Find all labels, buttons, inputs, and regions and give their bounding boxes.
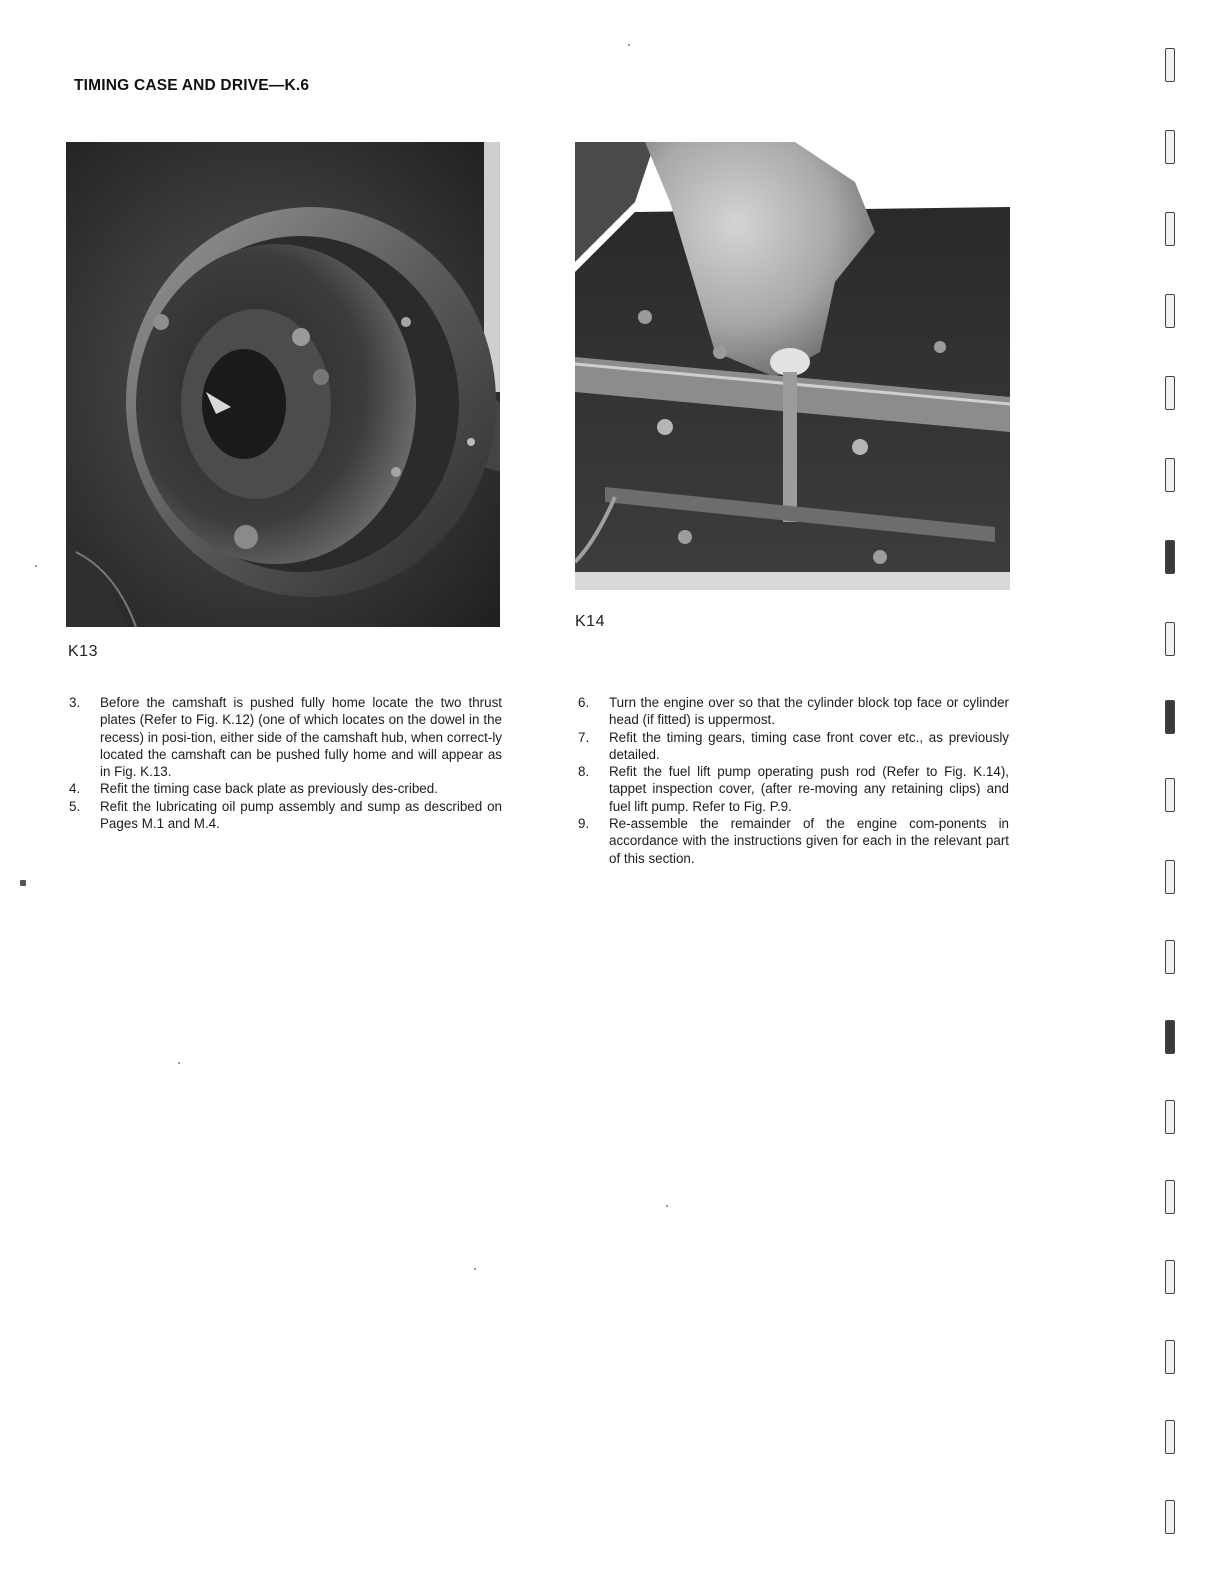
- binder-hole: [1165, 860, 1175, 894]
- scan-speck: [628, 44, 630, 46]
- camshaft-hub-image: [66, 142, 500, 627]
- step-text: Before the camshaft is pushed fully home locate the two thrust plates (Refer to Fig. K.12) (one of which locates on the dowel in the recess) in posi-tion, either side of the camshaft hub, when correct-ly located the camshaft can be pushed fully home and will appear as in Fig. K.13.: [100, 695, 502, 780]
- binder-hole: [1165, 1420, 1175, 1454]
- binder-hole: [1165, 1500, 1175, 1534]
- step-number: 3.: [69, 695, 81, 710]
- binder-hole: [1165, 130, 1175, 164]
- step-item: [66, 798, 502, 833]
- scan-speck: [666, 1205, 668, 1207]
- step-number: 7.: [578, 729, 590, 745]
- scan-speck: [474, 1268, 476, 1270]
- step-number: 8.: [578, 764, 590, 780]
- binder-hole: [1165, 376, 1175, 410]
- step-text: Refit the lubricating oil pump assembly and sump as described on Pages M.1 and M.4.: [100, 798, 502, 832]
- binder-hole: [1165, 48, 1175, 82]
- figure-k13-caption: K13: [68, 643, 98, 660]
- scan-speck: [178, 1062, 180, 1064]
- figure-k14-caption: K14: [575, 613, 605, 630]
- step-text: Refit the timing case back plate as previously des-cribed.: [100, 781, 438, 797]
- step-number: 9.: [578, 816, 590, 832]
- binder-hole: [1165, 1020, 1175, 1054]
- page-title: TIMING CASE AND DRIVE—K.6: [74, 77, 310, 94]
- step-item: [66, 694, 502, 780]
- step-text: Re-assemble the remainder of the engine com-ponents in accordance with the instructions given for each in the relevant part of this section.: [609, 816, 1009, 866]
- binder-hole: [1165, 540, 1175, 574]
- binder-hole: [1165, 294, 1175, 328]
- steps-list-left: [66, 694, 502, 832]
- binder-hole: [1165, 940, 1175, 974]
- step-text: Refit the timing gears, timing case front cover etc., as previously detailed.: [609, 729, 1009, 762]
- scan-speck: [20, 880, 26, 886]
- binder-hole: [1165, 458, 1175, 492]
- step-text: Refit the fuel lift pump operating push rod (Refer to Fig. K.14), tappet inspection cover, (after re-moving any retaining clips) and fuel lift pump. Refer to Fig. P.9.: [609, 764, 1009, 814]
- step-item: [575, 729, 1009, 764]
- step-number: 5.: [69, 798, 81, 814]
- step-item: [575, 763, 1009, 815]
- steps-list-right: [575, 694, 1009, 867]
- figure-k14-photo: [575, 142, 1010, 590]
- binder-hole: [1165, 622, 1175, 656]
- scan-speck: [35, 565, 37, 567]
- binder-holes: [1150, 48, 1190, 1578]
- step-item: [66, 780, 502, 797]
- binder-hole: [1165, 1100, 1175, 1134]
- step-number: 4.: [69, 781, 81, 797]
- step-item: [575, 694, 1009, 729]
- binder-hole: [1165, 1180, 1175, 1214]
- figure-k13-photo: [66, 142, 500, 627]
- step-number: 6.: [578, 695, 590, 710]
- step-item: [575, 815, 1009, 867]
- binder-hole: [1165, 1340, 1175, 1374]
- binder-hole: [1165, 1260, 1175, 1294]
- step-text: Turn the engine over so that the cylinder block top face or cylinder head (if fitted) is uppermost.: [609, 695, 1009, 728]
- push-rod-image: [575, 142, 1010, 590]
- binder-hole: [1165, 700, 1175, 734]
- binder-hole: [1165, 212, 1175, 246]
- binder-hole: [1165, 778, 1175, 812]
